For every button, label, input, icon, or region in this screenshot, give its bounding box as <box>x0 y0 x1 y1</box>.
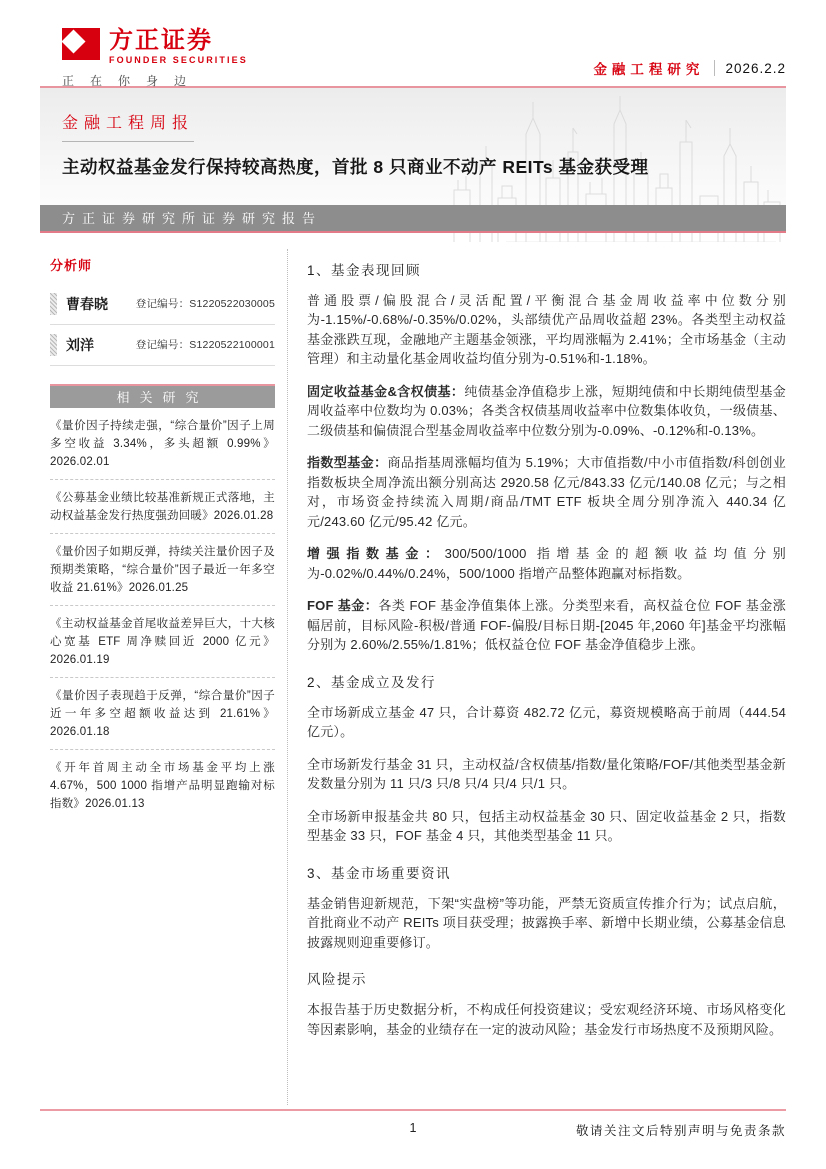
paragraph <box>307 291 786 369</box>
report-date: 2026.2.2 <box>725 60 786 76</box>
section-heading: 1、基金表现回顾 <box>307 262 422 278</box>
analyst-strip-decoration <box>50 334 57 356</box>
paragraph <box>307 807 786 846</box>
report-title: 主动权益基金发行保持较高热度，首批 8 只商业不动产 REITs 基金获受理 <box>62 157 649 177</box>
related-item: 《开年首周主动全市场基金平均上涨 4.67%，500 1000 指增产品明显跑输对标指数》2026.01.13 <box>50 761 275 810</box>
section-heading: 2、基金成立及发行 <box>307 674 437 690</box>
paragraph <box>307 382 786 441</box>
paragraph-lead: 固定收益基金&含权债基： <box>307 383 465 399</box>
analyst-registration-number: 登记编号：S1220522030005 <box>135 298 275 310</box>
paragraph <box>307 755 786 794</box>
page-footer <box>40 1109 786 1143</box>
paragraph-lead: FOF 基金： <box>307 598 379 613</box>
analyst-strip-decoration <box>50 293 57 315</box>
page-header <box>40 0 786 88</box>
title-block <box>40 88 786 233</box>
analyst-name: 曹春晓 <box>66 295 108 312</box>
related-item: 《公募基金业绩比较基准新规正式落地，主动权益基金发行热度强劲回暖》2026.01.28 <box>50 480 275 534</box>
related-item: 《量价因子如期反弹，持续关注量价因子及预期类策略，“综合量价”因子最近一年多空收益 21.61%》2026.01.25 <box>50 534 275 606</box>
analyst-registration-number: 登记编号：S1220522100001 <box>135 339 275 351</box>
logo-diamond-shape <box>62 29 86 53</box>
analyst-row <box>50 325 275 366</box>
analyst-name: 刘洋 <box>66 336 94 353</box>
paragraph <box>307 894 786 953</box>
paragraph-text: 各类 FOF 基金净值集体上涨。分类型来看，高权益仓位 FOF 基金涨幅居前，目标风险-积极/普通 FOF-偏股/目标日期-[2045 年,2060 年]基金平均涨幅分别为 2.60%/2.55%/1.81%；低权益仓位 FOF 基金净值稳步上涨。 <box>307 598 786 652</box>
content-area <box>40 249 786 1105</box>
report-type-label: 金融工程周报 <box>62 110 194 142</box>
brand-name: 方正证券 <box>109 27 213 54</box>
institute-banner: 方正证券研究所证券研究报告 <box>40 205 786 233</box>
main-column <box>288 249 786 1105</box>
paragraph <box>307 453 786 531</box>
brand-tagline: 正在你身边 <box>62 74 203 89</box>
disclaimer-note: 敬请关注文后特别声明与免责条款 <box>575 1123 786 1138</box>
vertical-divider <box>714 60 715 76</box>
related-item: 《量价因子表现趋于反弹，“综合量价”因子近一年多空超额收益达到 21.61%》2026.01.18 <box>50 678 275 750</box>
research-category-label: 金融工程研究 <box>593 62 705 77</box>
paragraph <box>307 703 786 742</box>
paragraph-lead: 指数型基金： <box>307 455 388 470</box>
paragraph-text: 商品指基周涨幅均值为 5.19%；大市值指数/中小市值指数/科创创业指数板块全周净流出额分别高达 2920.58 亿元/843.33 亿元/140.08 亿元；与之相对，市场资金持续流入周期/商品/TMT ETF 板块全周分别净流入 440.34 亿元/243.60 亿元/95.42 亿元。 <box>307 455 786 529</box>
paragraph-text: 本报告基于历史数据分析，不构成任何投资建议；受宏观经济环境、市场风格变化等因素影响，基金的业绩存在一定的波动风险；基金发行市场热度不及预期风险。 <box>307 1002 786 1037</box>
related-item: 《量价因子持续走强，“综合量价”因子上周多空收益 3.34%，多头超额 0.99%》2026.02.01 <box>50 408 275 480</box>
section-heading: 3、基金市场重要资讯 <box>307 865 452 881</box>
paragraph-text: 300/500/1000 指增基金的超额收益均值分别为-0.02%/0.44%/0.24%，500/1000 指增产品整体跑赢对标指数。 <box>307 546 786 581</box>
related-item: 《主动权益基金首尾收益差异巨大，十大核心宽基 ETF 周净赎回近 2000 亿元》2026.01.19 <box>50 606 275 678</box>
paragraph-text: 普通股票/偏股混合/灵活配置/平衡混合基金周收益率中位数分别为-1.15%/-0.68%/-0.35%/0.02%，头部绩优产品周收益超 23%。各类型主动权益基金涨跌互现，金融地产主题基金领涨，平均周涨幅为 2.41%；全市场基金（主动管理）和主动量化基金周收益均值分别为-0.51%和-1.18%。 <box>307 292 786 366</box>
analysts-label: 分析师 <box>50 257 93 273</box>
paragraph-lead: 增强指数基金： <box>307 546 445 561</box>
analyst-row <box>50 284 275 325</box>
paragraph-text: 基金销售迎新规范，下架“实盘榜”等功能，严禁无资质宣传推介行为；试点启航，首批商业不动产 REITs 项目获受理；披露换手率、新增中长期业绩，公募基金信息披露规则迎重要修订。 <box>307 895 786 950</box>
paragraph-text: 全市场新申报基金共 80 只，包括主动权益基金 30 只、固定收益基金 2 只，指数型基金 33 只，FOF 基金 4 只，其他类型基金 11 只。 <box>307 808 786 843</box>
paragraph <box>307 1000 786 1039</box>
paragraph <box>307 596 786 655</box>
section-heading: 风险提示 <box>307 972 367 987</box>
sidebar <box>40 249 288 1105</box>
page-number: 1 <box>409 1120 417 1135</box>
paragraph-text: 全市场新发行基金 31 只，主动权益/含权债基/指数/量化策略/FOF/其他类型基金新发数量分别为 11 只/3 只/8 只/4 只/4 只/1 只。 <box>307 756 786 791</box>
brand-subtitle: FOUNDER SECURITIES <box>109 55 248 66</box>
paragraph <box>307 544 786 583</box>
paragraph-text: 纯债基金净值稳步上涨，短期纯债和中长期纯债型基金周收益率中位数均为 0.03%；各类含权债基周收益率中位数集体收负，一级债基、二级债基和偏债混合型基金周收益率中位数分别为-0.09%、-0.12%和-0.13%。 <box>307 383 786 438</box>
related-research-header: 相关研究 <box>50 384 275 408</box>
founder-logo-icon <box>62 28 100 60</box>
paragraph-text: 全市场新成立基金 47 只，合计募资 482.72 亿元，募资规模略高于前周（444.54 亿元）。 <box>307 704 786 739</box>
header-meta <box>593 58 786 78</box>
